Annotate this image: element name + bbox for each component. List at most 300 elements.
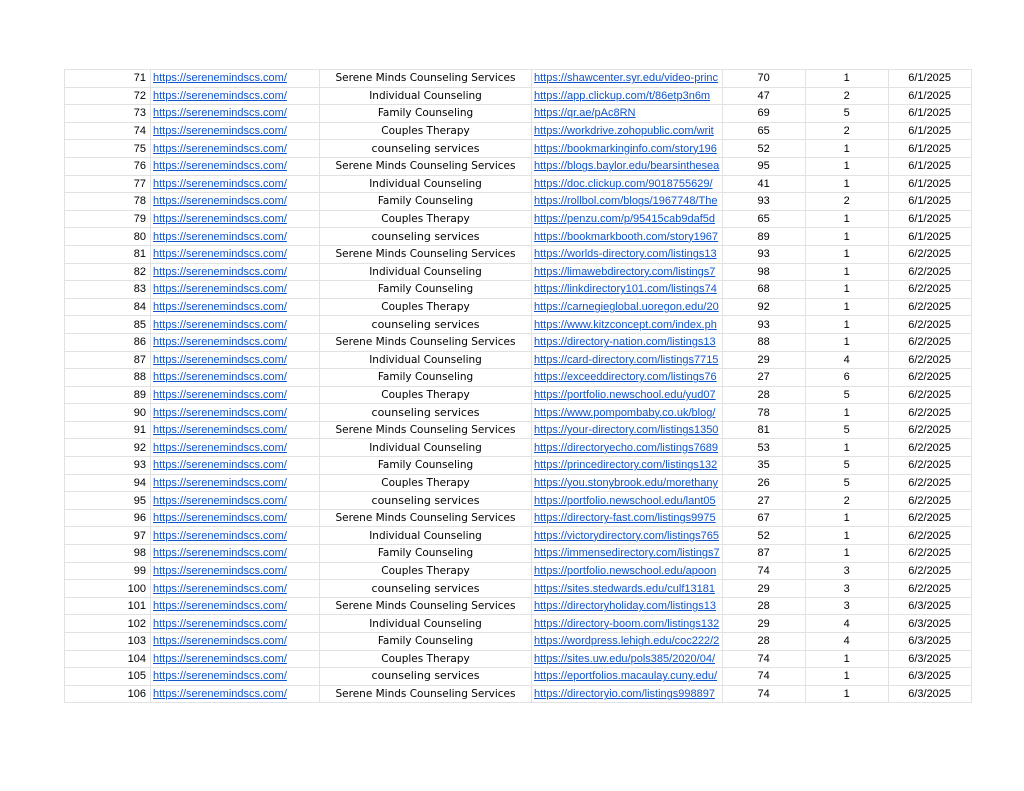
backlink-url-link[interactable]: https://shawcenter.syr.edu/video-princ	[534, 72, 719, 85]
date-cell: 6/2/2025	[888, 580, 971, 598]
pa-cell: 5	[805, 105, 888, 123]
keyword-cell: Couples Therapy	[320, 298, 532, 316]
site-url-link[interactable]: https://serenemindscs.com/	[153, 283, 287, 296]
pa-cell: 5	[805, 386, 888, 404]
site-url-cell[interactable]	[151, 492, 320, 510]
date-cell: 6/1/2025	[888, 175, 971, 193]
table-row	[65, 404, 972, 422]
backlink-url-link[interactable]: https://penzu.com/p/95415cab9daf5d	[534, 213, 716, 226]
keyword-cell: Individual Counseling	[320, 615, 532, 633]
site-url-link[interactable]: https://serenemindscs.com/	[153, 142, 287, 155]
backlink-url-cell[interactable]	[532, 404, 723, 422]
backlink-url-link[interactable]: https://you.stonybrook.edu/morethany	[534, 476, 719, 489]
keyword-cell: Family Counseling	[320, 193, 532, 211]
keyword-cell: Serene Minds Counseling Services	[320, 157, 532, 175]
da-cell: 93	[722, 193, 805, 211]
row-number: 102	[65, 615, 151, 633]
row-number: 106	[65, 685, 151, 703]
site-url-link[interactable]: https://serenemindscs.com/	[153, 248, 287, 261]
date-cell: 6/3/2025	[888, 685, 971, 703]
table-row	[65, 263, 972, 281]
backlink-url-link[interactable]: https://portfolio.newschool.edu/lant05	[534, 494, 716, 507]
site-url-cell[interactable]	[151, 281, 320, 299]
pa-cell: 5	[805, 474, 888, 492]
backlink-url-link[interactable]: https://www.kitzconcept.com/index.ph	[534, 318, 717, 331]
row-number: 84	[65, 298, 151, 316]
backlink-url-cell[interactable]	[532, 615, 723, 633]
date-cell: 6/1/2025	[888, 193, 971, 211]
date-cell: 6/2/2025	[888, 421, 971, 439]
keyword-cell: Couples Therapy	[320, 474, 532, 492]
site-url-cell[interactable]	[151, 580, 320, 598]
pa-cell: 2	[805, 87, 888, 105]
site-url-link[interactable]: https://serenemindscs.com/	[153, 652, 287, 665]
da-cell: 29	[722, 615, 805, 633]
site-url-cell[interactable]	[151, 668, 320, 686]
keyword-cell: Couples Therapy	[320, 650, 532, 668]
site-url-cell[interactable]	[151, 333, 320, 351]
site-url-link[interactable]: https://serenemindscs.com/	[153, 476, 287, 489]
pa-cell: 1	[805, 157, 888, 175]
backlink-url-link[interactable]: https://sites.stedwards.edu/culf13181	[534, 582, 715, 595]
date-cell: 6/2/2025	[888, 245, 971, 263]
site-url-cell[interactable]	[151, 369, 320, 387]
backlink-url-cell[interactable]	[532, 386, 723, 404]
date-cell: 6/3/2025	[888, 650, 971, 668]
row-number: 93	[65, 457, 151, 475]
backlink-url-link[interactable]: https://blogs.baylor.edu/bearsinthesea	[534, 160, 720, 173]
backlink-url-link[interactable]: https://directoryecho.com/listings7689	[534, 441, 719, 454]
row-number: 103	[65, 633, 151, 651]
backlink-url-cell[interactable]	[532, 580, 723, 598]
backlink-url-link[interactable]: https://card-directory.com/listings7715	[534, 353, 719, 366]
backlink-url-link[interactable]: https://princedirectory.com/listings132	[534, 459, 718, 472]
site-url-link[interactable]: https://serenemindscs.com/	[153, 600, 287, 613]
pa-cell: 1	[805, 263, 888, 281]
da-cell: 87	[722, 545, 805, 563]
date-cell: 6/1/2025	[888, 122, 971, 140]
table-row	[65, 351, 972, 369]
site-url-cell[interactable]	[151, 140, 320, 158]
backlink-url-cell[interactable]	[532, 87, 723, 105]
table-row	[65, 157, 972, 175]
date-cell: 6/2/2025	[888, 509, 971, 527]
site-url-cell[interactable]	[151, 615, 320, 633]
keyword-cell: Serene Minds Counseling Services	[320, 509, 532, 527]
backlink-url-link[interactable]: https://sites.uw.edu/pols385/2020/04/	[534, 652, 716, 665]
keyword-cell: Individual Counseling	[320, 87, 532, 105]
pa-cell: 3	[805, 562, 888, 580]
site-url-link[interactable]: https://serenemindscs.com/	[153, 160, 287, 173]
backlink-url-link[interactable]: https://your-directory.com/listings1350	[534, 424, 719, 437]
table-body	[65, 70, 972, 703]
site-url-cell[interactable]	[151, 105, 320, 123]
backlink-url-link[interactable]: https://workdrive.zohopublic.com/writ	[534, 125, 714, 138]
site-url-link[interactable]: https://serenemindscs.com/	[153, 72, 287, 85]
backlink-url-cell[interactable]	[532, 509, 723, 527]
site-url-link[interactable]: https://serenemindscs.com/	[153, 125, 287, 138]
pa-cell: 2	[805, 492, 888, 510]
pa-cell: 4	[805, 633, 888, 651]
table-row	[65, 509, 972, 527]
da-cell: 52	[722, 140, 805, 158]
date-cell: 6/1/2025	[888, 157, 971, 175]
site-url-link[interactable]: https://serenemindscs.com/	[153, 406, 287, 419]
site-url-link[interactable]: https://serenemindscs.com/	[153, 195, 287, 208]
site-url-cell[interactable]	[151, 457, 320, 475]
backlink-url-cell[interactable]	[532, 474, 723, 492]
row-number: 77	[65, 175, 151, 193]
pa-cell: 1	[805, 650, 888, 668]
table-row	[65, 633, 972, 651]
pa-cell: 2	[805, 122, 888, 140]
da-cell: 88	[722, 333, 805, 351]
backlink-url-link[interactable]: https://app.clickup.com/t/86etp3n6m	[534, 89, 711, 102]
site-url-link[interactable]: https://serenemindscs.com/	[153, 336, 287, 349]
keyword-cell: Serene Minds Counseling Services	[320, 333, 532, 351]
backlink-url-link[interactable]: https://qr.ae/pAc8RN	[534, 107, 636, 120]
row-number: 81	[65, 245, 151, 263]
backlink-url-link[interactable]: https://directory-nation.com/listings13	[534, 336, 716, 349]
backlink-url-link[interactable]: https://carnegieglobal.uoregon.edu/20	[534, 301, 719, 314]
row-number: 75	[65, 140, 151, 158]
backlink-url-cell[interactable]	[532, 175, 723, 193]
keyword-cell: Couples Therapy	[320, 386, 532, 404]
keyword-cell: Family Counseling	[320, 457, 532, 475]
keyword-cell: Individual Counseling	[320, 263, 532, 281]
backlink-url-cell[interactable]	[532, 351, 723, 369]
site-url-cell[interactable]	[151, 351, 320, 369]
backlink-url-link[interactable]: https://wordpress.lehigh.edu/coc222/2	[534, 635, 720, 648]
backlink-url-link[interactable]: https://www.pompombaby.co.uk/blog/	[534, 406, 716, 419]
site-url-link[interactable]: https://serenemindscs.com/	[153, 177, 287, 190]
backlink-url-cell[interactable]	[532, 597, 723, 615]
backlink-url-cell[interactable]	[532, 457, 723, 475]
date-cell: 6/2/2025	[888, 439, 971, 457]
site-url-link[interactable]: https://serenemindscs.com/	[153, 318, 287, 331]
date-cell: 6/2/2025	[888, 281, 971, 299]
backlink-url-cell[interactable]	[532, 685, 723, 703]
date-cell: 6/2/2025	[888, 545, 971, 563]
da-cell: 47	[722, 87, 805, 105]
date-cell: 6/3/2025	[888, 633, 971, 651]
date-cell: 6/1/2025	[888, 228, 971, 246]
keyword-cell: counseling services	[320, 140, 532, 158]
site-url-link[interactable]: https://serenemindscs.com/	[153, 388, 287, 401]
site-url-link[interactable]: https://serenemindscs.com/	[153, 424, 287, 437]
da-cell: 65	[722, 210, 805, 228]
da-cell: 67	[722, 509, 805, 527]
site-url-cell[interactable]	[151, 527, 320, 545]
pa-cell: 1	[805, 509, 888, 527]
table-row	[65, 70, 972, 88]
backlink-url-cell[interactable]	[532, 122, 723, 140]
backlink-url-link[interactable]: https://exceeddirectory.com/listings76	[534, 371, 717, 384]
date-cell: 6/2/2025	[888, 369, 971, 387]
site-url-link[interactable]: https://serenemindscs.com/	[153, 670, 287, 683]
row-number: 89	[65, 386, 151, 404]
site-url-cell[interactable]	[151, 386, 320, 404]
da-cell: 69	[722, 105, 805, 123]
backlink-url-link[interactable]: https://portfolio.newschool.edu/apoon	[534, 564, 717, 577]
backlink-url-link[interactable]: https://doc.clickup.com/9018755629/	[534, 177, 713, 190]
site-url-link[interactable]: https://serenemindscs.com/	[153, 230, 287, 243]
da-cell: 95	[722, 157, 805, 175]
table-row	[65, 685, 972, 703]
da-cell: 74	[722, 562, 805, 580]
backlink-url-cell[interactable]	[532, 316, 723, 334]
keyword-cell: Individual Counseling	[320, 175, 532, 193]
backlink-url-link[interactable]: https://victorydirectory.com/listings765	[534, 529, 720, 542]
keyword-cell: Serene Minds Counseling Services	[320, 421, 532, 439]
da-cell: 68	[722, 281, 805, 299]
table-row	[65, 615, 972, 633]
pa-cell: 4	[805, 351, 888, 369]
site-url-link[interactable]: https://serenemindscs.com/	[153, 564, 287, 577]
table-row	[65, 245, 972, 263]
backlink-url-link[interactable]: https://bookmarkinginfo.com/story196	[534, 142, 717, 155]
site-url-link[interactable]: https://serenemindscs.com/	[153, 494, 287, 507]
pa-cell: 1	[805, 685, 888, 703]
backlink-url-cell[interactable]	[532, 157, 723, 175]
table-row	[65, 668, 972, 686]
row-number: 71	[65, 70, 151, 88]
table-row	[65, 562, 972, 580]
backlink-url-cell[interactable]	[532, 633, 723, 651]
site-url-cell[interactable]	[151, 404, 320, 422]
keyword-cell: Family Counseling	[320, 105, 532, 123]
backlink-url-link[interactable]: https://bookmarkbooth.com/story1967	[534, 230, 719, 243]
site-url-cell[interactable]	[151, 193, 320, 211]
row-number: 97	[65, 527, 151, 545]
site-url-cell[interactable]	[151, 228, 320, 246]
backlink-url-cell[interactable]	[532, 369, 723, 387]
site-url-cell[interactable]	[151, 597, 320, 615]
backlink-url-link[interactable]: https://eportfolios.macaulay.cuny.edu/	[534, 670, 718, 683]
row-number: 90	[65, 404, 151, 422]
backlink-url-cell[interactable]	[532, 421, 723, 439]
site-url-cell[interactable]	[151, 263, 320, 281]
site-url-cell[interactable]	[151, 685, 320, 703]
site-url-cell[interactable]	[151, 70, 320, 88]
da-cell: 65	[722, 122, 805, 140]
pa-cell: 1	[805, 668, 888, 686]
site-url-cell[interactable]	[151, 87, 320, 105]
keyword-cell: counseling services	[320, 316, 532, 334]
backlink-url-cell[interactable]	[532, 668, 723, 686]
backlink-url-cell[interactable]	[532, 245, 723, 263]
keyword-cell: Couples Therapy	[320, 562, 532, 580]
site-url-cell[interactable]	[151, 439, 320, 457]
row-number: 96	[65, 509, 151, 527]
table-row	[65, 298, 972, 316]
backlink-url-cell[interactable]	[532, 333, 723, 351]
da-cell: 27	[722, 492, 805, 510]
table-row	[65, 580, 972, 598]
site-url-link[interactable]: https://serenemindscs.com/	[153, 371, 287, 384]
site-url-link[interactable]: https://serenemindscs.com/	[153, 89, 287, 102]
da-cell: 28	[722, 597, 805, 615]
table-row	[65, 369, 972, 387]
table-row	[65, 333, 972, 351]
pa-cell: 5	[805, 457, 888, 475]
backlink-url-cell[interactable]	[532, 70, 723, 88]
row-number: 83	[65, 281, 151, 299]
date-cell: 6/3/2025	[888, 597, 971, 615]
date-cell: 6/1/2025	[888, 210, 971, 228]
pa-cell: 3	[805, 580, 888, 598]
backlink-url-link[interactable]: https://directoryio.com/listings998897	[534, 688, 715, 701]
site-url-cell[interactable]	[151, 562, 320, 580]
date-cell: 6/2/2025	[888, 492, 971, 510]
da-cell: 81	[722, 421, 805, 439]
backlink-url-link[interactable]: https://directory-boom.com/listings132	[534, 617, 720, 630]
table-row	[65, 421, 972, 439]
keyword-cell: Serene Minds Counseling Services	[320, 685, 532, 703]
table-row	[65, 228, 972, 246]
row-number: 87	[65, 351, 151, 369]
backlink-url-link[interactable]: https://immensedirectory.com/listings7	[534, 547, 720, 560]
backlink-url-cell[interactable]	[532, 650, 723, 668]
backlink-url-cell[interactable]	[532, 439, 723, 457]
site-url-cell[interactable]	[151, 509, 320, 527]
site-url-cell[interactable]	[151, 633, 320, 651]
row-number: 76	[65, 157, 151, 175]
site-url-cell[interactable]	[151, 474, 320, 492]
row-number: 92	[65, 439, 151, 457]
keyword-cell: Family Counseling	[320, 633, 532, 651]
backlink-url-link[interactable]: https://worlds-directory.com/listings13	[534, 248, 717, 261]
table-row	[65, 386, 972, 404]
keyword-cell: Family Counseling	[320, 281, 532, 299]
table-row	[65, 650, 972, 668]
site-url-link[interactable]: https://serenemindscs.com/	[153, 441, 287, 454]
keyword-cell: Family Counseling	[320, 369, 532, 387]
row-number: 82	[65, 263, 151, 281]
backlink-url-link[interactable]: https://limawebdirectory.com/listings7	[534, 265, 716, 278]
pa-cell: 1	[805, 333, 888, 351]
date-cell: 6/2/2025	[888, 404, 971, 422]
backlink-url-cell[interactable]	[532, 263, 723, 281]
site-url-cell[interactable]	[151, 245, 320, 263]
site-url-link[interactable]: https://serenemindscs.com/	[153, 459, 287, 472]
table-row	[65, 210, 972, 228]
date-cell: 6/1/2025	[888, 87, 971, 105]
keyword-cell: counseling services	[320, 668, 532, 686]
site-url-cell[interactable]	[151, 545, 320, 563]
pa-cell: 1	[805, 545, 888, 563]
da-cell: 98	[722, 263, 805, 281]
backlink-url-link[interactable]: https://portfolio.newschool.edu/yud07	[534, 388, 716, 401]
date-cell: 6/2/2025	[888, 333, 971, 351]
table-row	[65, 193, 972, 211]
site-url-link[interactable]: https://serenemindscs.com/	[153, 547, 287, 560]
backlink-url-cell[interactable]	[532, 281, 723, 299]
row-number: 88	[65, 369, 151, 387]
table-row	[65, 439, 972, 457]
site-url-cell[interactable]	[151, 421, 320, 439]
table-row	[65, 122, 972, 140]
table-row	[65, 316, 972, 334]
da-cell: 53	[722, 439, 805, 457]
pa-cell: 1	[805, 281, 888, 299]
backlink-url-link[interactable]: https://rollbol.com/blogs/1967748/The	[534, 195, 718, 208]
row-number: 85	[65, 316, 151, 334]
keyword-cell: counseling services	[320, 404, 532, 422]
row-number: 72	[65, 87, 151, 105]
pa-cell: 1	[805, 70, 888, 88]
row-number: 101	[65, 597, 151, 615]
keyword-cell: counseling services	[320, 492, 532, 510]
backlink-url-cell[interactable]	[532, 140, 723, 158]
site-url-link[interactable]: https://serenemindscs.com/	[153, 529, 287, 542]
row-number: 79	[65, 210, 151, 228]
backlink-url-cell[interactable]	[532, 210, 723, 228]
backlink-url-cell[interactable]	[532, 298, 723, 316]
site-url-link[interactable]: https://serenemindscs.com/	[153, 617, 287, 630]
backlink-url-cell[interactable]	[532, 105, 723, 123]
backlink-url-link[interactable]: https://directory-fast.com/listings9975	[534, 512, 716, 525]
site-url-cell[interactable]	[151, 175, 320, 193]
date-cell: 6/2/2025	[888, 351, 971, 369]
row-number: 99	[65, 562, 151, 580]
date-cell: 6/2/2025	[888, 457, 971, 475]
site-url-link[interactable]: https://serenemindscs.com/	[153, 635, 287, 648]
pa-cell: 1	[805, 228, 888, 246]
keyword-cell: Individual Counseling	[320, 439, 532, 457]
date-cell: 6/1/2025	[888, 140, 971, 158]
backlink-url-cell[interactable]	[532, 562, 723, 580]
row-number: 86	[65, 333, 151, 351]
date-cell: 6/2/2025	[888, 562, 971, 580]
site-url-cell[interactable]	[151, 122, 320, 140]
backlink-table	[64, 69, 972, 703]
row-number: 100	[65, 580, 151, 598]
row-number: 95	[65, 492, 151, 510]
site-url-cell[interactable]	[151, 298, 320, 316]
site-url-link[interactable]: https://serenemindscs.com/	[153, 512, 287, 525]
backlink-url-link[interactable]: https://directoryholiday.com/listings13	[534, 600, 716, 613]
backlink-url-cell[interactable]	[532, 545, 723, 563]
site-url-cell[interactable]	[151, 157, 320, 175]
backlink-url-cell[interactable]	[532, 492, 723, 510]
keyword-cell: counseling services	[320, 580, 532, 598]
site-url-link[interactable]: https://serenemindscs.com/	[153, 688, 287, 701]
backlink-url-link[interactable]: https://linkdirectory101.com/listings74	[534, 283, 717, 296]
site-url-link[interactable]: https://serenemindscs.com/	[153, 582, 287, 595]
backlink-url-cell[interactable]	[532, 193, 723, 211]
site-url-cell[interactable]	[151, 650, 320, 668]
row-number: 73	[65, 105, 151, 123]
site-url-link[interactable]: https://serenemindscs.com/	[153, 265, 287, 278]
pa-cell: 3	[805, 597, 888, 615]
backlink-url-cell[interactable]	[532, 228, 723, 246]
da-cell: 29	[722, 351, 805, 369]
site-url-link[interactable]: https://serenemindscs.com/	[153, 213, 287, 226]
keyword-cell: Serene Minds Counseling Services	[320, 70, 532, 88]
keyword-cell: Family Counseling	[320, 545, 532, 563]
date-cell: 6/2/2025	[888, 474, 971, 492]
site-url-cell[interactable]	[151, 316, 320, 334]
site-url-link[interactable]: https://serenemindscs.com/	[153, 107, 287, 120]
site-url-link[interactable]: https://serenemindscs.com/	[153, 301, 287, 314]
site-url-cell[interactable]	[151, 210, 320, 228]
site-url-link[interactable]: https://serenemindscs.com/	[153, 353, 287, 366]
date-cell: 6/2/2025	[888, 263, 971, 281]
pa-cell: 1	[805, 210, 888, 228]
pa-cell: 4	[805, 615, 888, 633]
backlink-url-cell[interactable]	[532, 527, 723, 545]
